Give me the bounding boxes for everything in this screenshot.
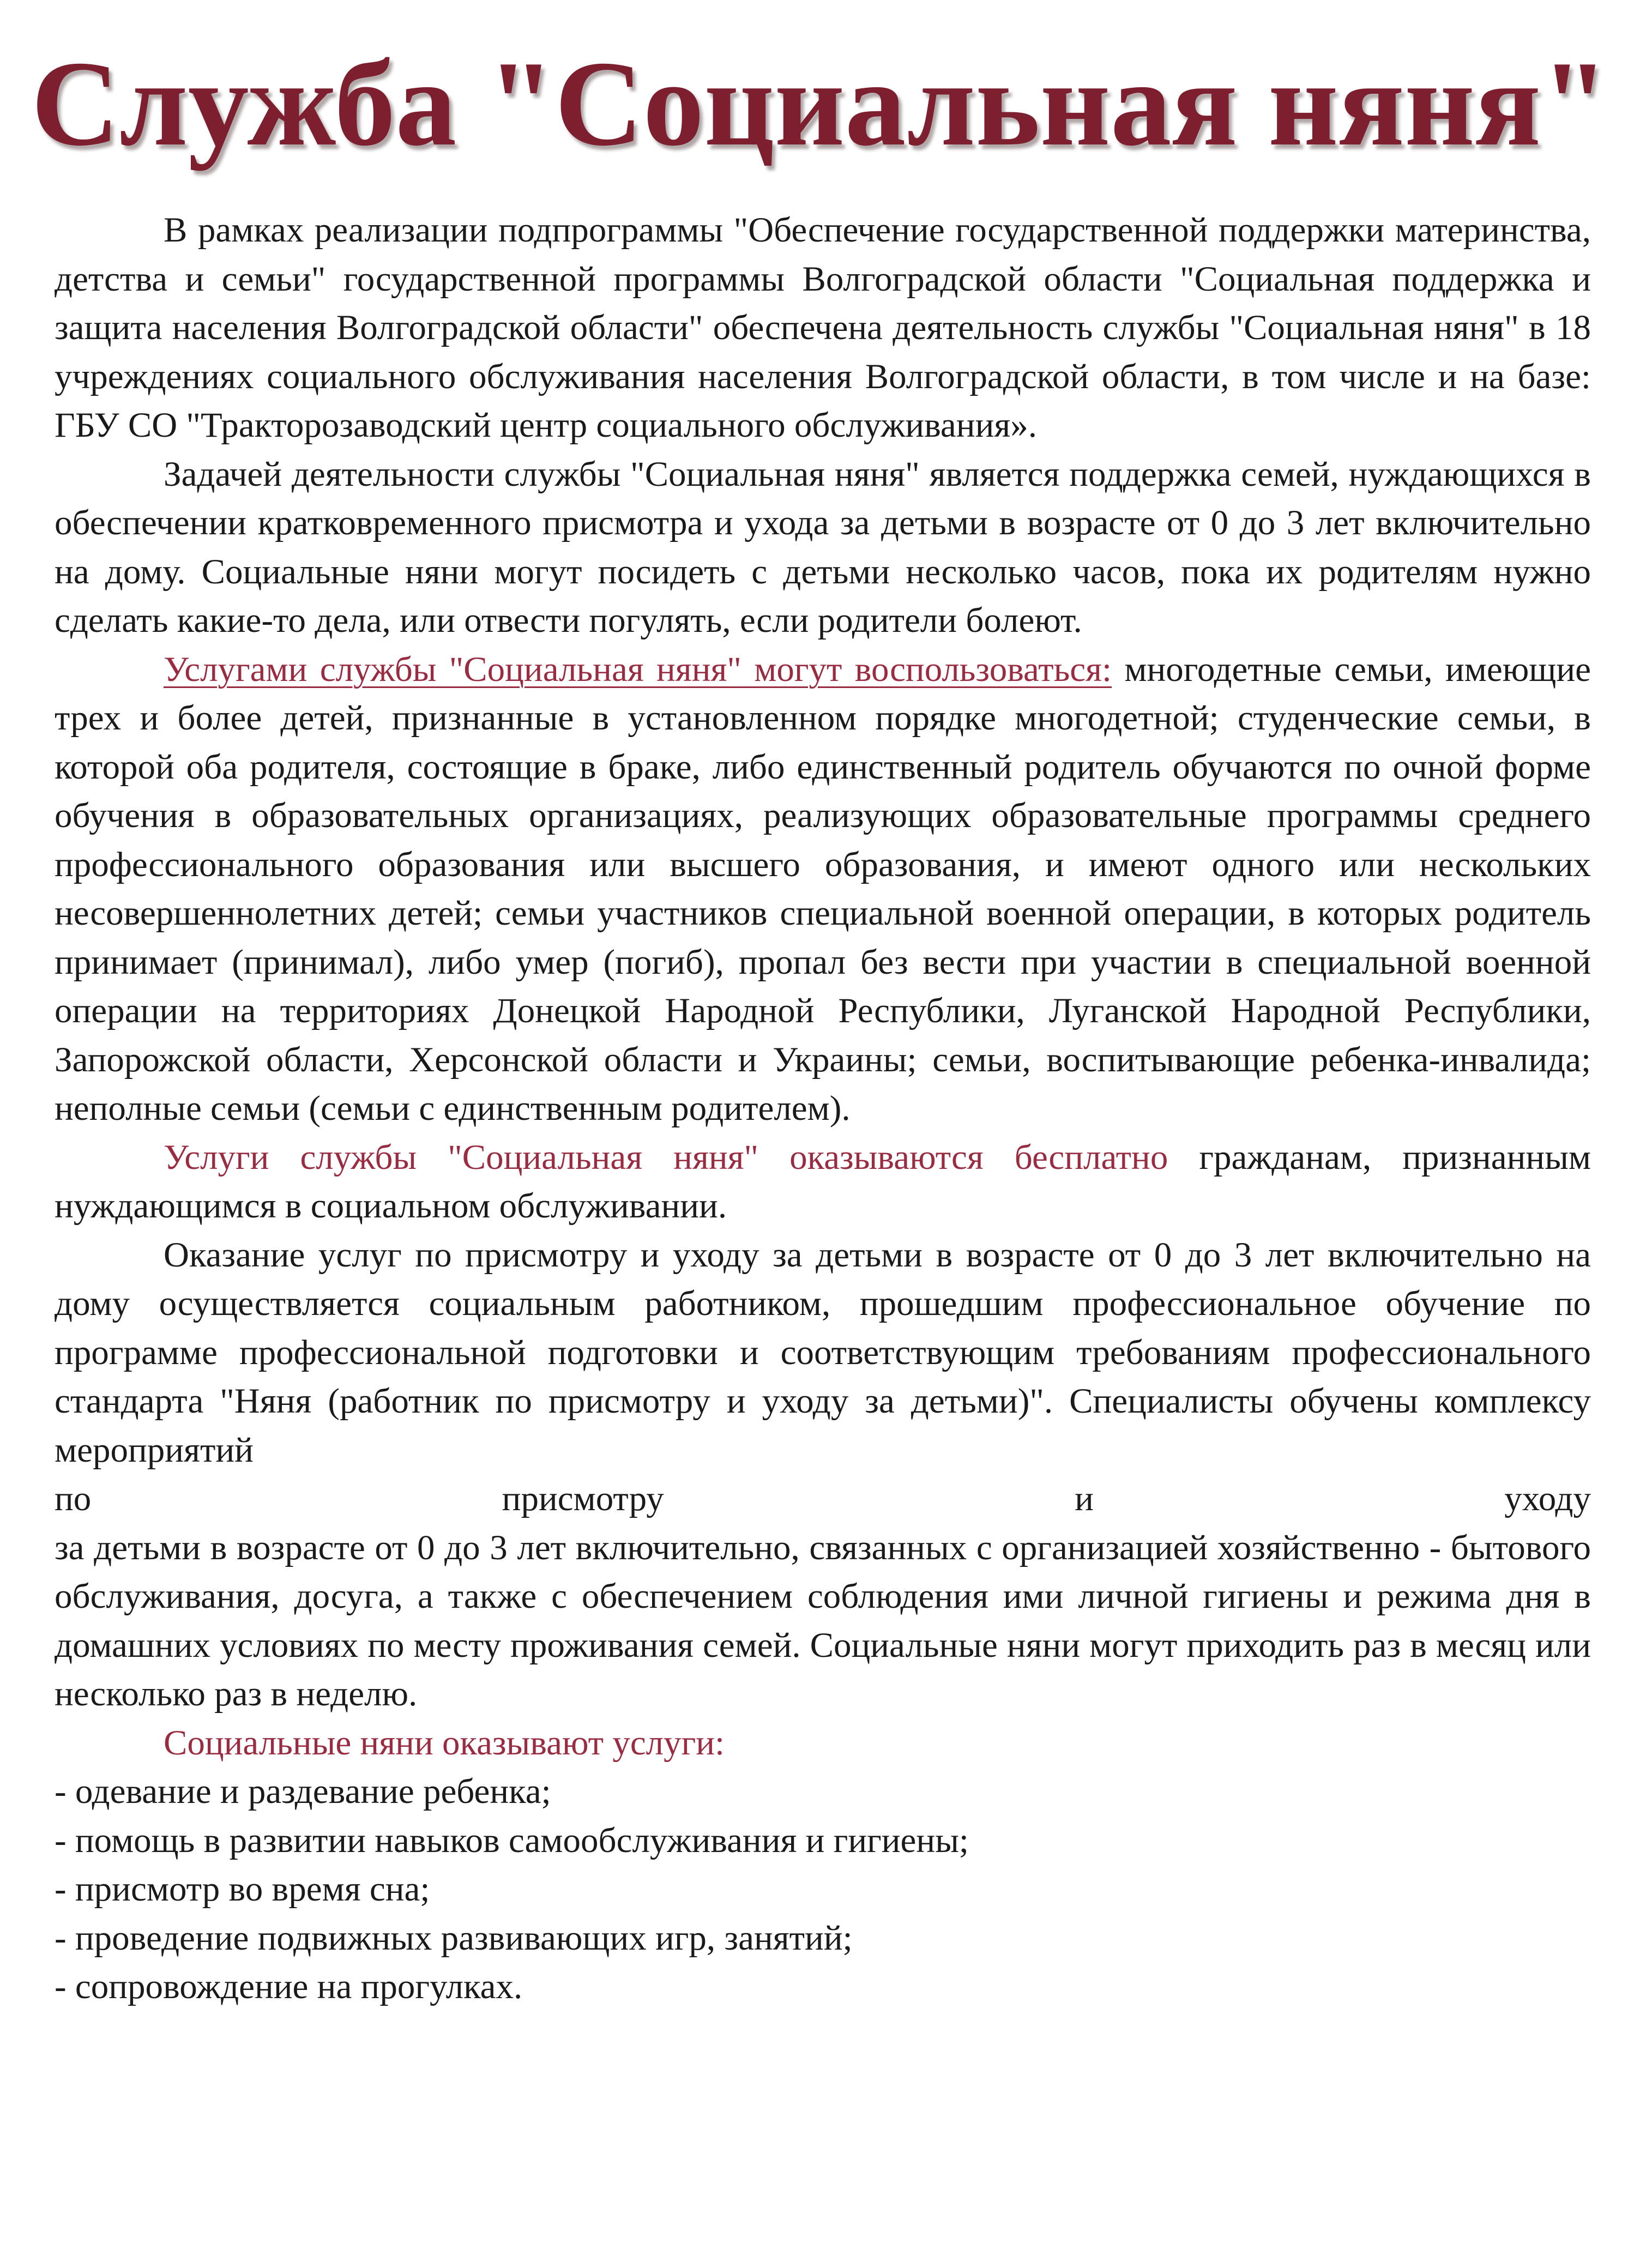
- services-list: [55, 1768, 1591, 2012]
- eligibility-lead: Услугами службы "Социальная няня" могут воспользоваться:: [164, 649, 1112, 689]
- provision-text-part2: за детьми в возрасте от 0 до 3 лет включительно, связанных с организацией хозяйственно - бытового обслуживания, досуга, а также с обеспечением соблюдения ими личной гигиены и режима дня в домашних условиях по месту проживания семей. Социальные няни могут приходить раз в месяц или несколько раз в неделю.: [55, 1528, 1591, 1714]
- services-list-item: - помощь в развитии навыков самообслуживания и гигиены;: [55, 1820, 969, 1860]
- paragraph-provision: [55, 1231, 1591, 1475]
- services-list-item: - сопровождение на прогулках.: [55, 1967, 523, 2006]
- services-list-item: - одевание и раздевание ребенка;: [55, 1772, 551, 1811]
- paragraph-free-services: [55, 1133, 1591, 1231]
- spread-word: присмотру: [502, 1479, 664, 1518]
- spread-word: по: [55, 1479, 92, 1518]
- services-list-item: - присмотр во время сна;: [55, 1869, 430, 1909]
- services-list-item: - проведение подвижных развивающих игр, занятий;: [55, 1918, 853, 1958]
- eligibility-text: многодетные семьи, имеющие трех и более детей, признанные в установленном порядке многодетной; студенческие семьи, в которой оба родителя, состоящие в браке, либо единственный родитель обучаются по очной форме обучения в образовательных организациях, реализующих образовательные программы среднего профессионального образования или высшего образования, и имеют одного или нескольких несовершеннолетних детей; семьи участников специальной военной операции, в которых родитель принимает (принимал), либо умер (погиб), пропал без вести при участии в специальной военной операции на территориях Донецкой Народной Республики, Луганской Народной Республики, Запорожской области, Херсонской области и Украины; семьи, воспитывающие ребенка-инвалида; неполные семьи (семьи с единственным родителем).: [55, 649, 1591, 1128]
- provision-text-part1: Оказание услуг по присмотру и уходу за детьми в возрасте от 0 до 3 лет включительно на дому осуществляется социальным работником, прошедшим профессиональное обучение по программе профессиональной подготовки и соответствующим требованиям профессионального стандарта "Няня (работник по присмотру и уходу за детьми)". Специалисты обучены комплексу мероприятий: [55, 1235, 1591, 1470]
- provision-spread-line: [55, 1475, 1591, 1524]
- free-services-lead: Услуги службы "Социальная няня" оказываются бесплатно: [164, 1137, 1168, 1177]
- page-title: Служба "Социальная няня": [31, 36, 1609, 171]
- paragraph-program-text: В рамках реализации подпрограммы "Обеспечение государственной поддержки материнства, детства и семьи" государственной программы Волгоградской области "Социальная поддержка и защита населения Волгоградской области" обеспечена деятельность службы "Социальная няня" в 18 учреждениях социального обслуживания населения Волгоградской области, в том числе и на базе: ГБУ СО "Тракторозаводский центр социального обслуживания».: [55, 210, 1591, 445]
- paragraph-program: [55, 206, 1591, 450]
- paragraph-provision-continued: [55, 1524, 1591, 1719]
- spread-word: уходу: [1504, 1479, 1591, 1518]
- paragraph-goal: [55, 450, 1591, 646]
- paragraph-goal-text: Задачей деятельности службы "Социальная няня" является поддержка семей, нуждающихся в обеспечении кратковременного присмотра и ухода за детьми в возрасте от 0 до 3 лет включительно на дому. Социальные няни могут посидеть с детьми несколько часов, пока их родителям нужно сделать какие-то дела, или отвести погулять, если родители болеют.: [55, 454, 1591, 640]
- spread-word: и: [1075, 1479, 1094, 1518]
- document-body: [55, 206, 1591, 2012]
- services-heading: Социальные няни оказывают услуги:: [164, 1723, 725, 1763]
- free-services-text: гражданам, признанным нуждающимся в социальном обслуживании.: [55, 1137, 1591, 1226]
- paragraph-eligibility: [55, 646, 1591, 1133]
